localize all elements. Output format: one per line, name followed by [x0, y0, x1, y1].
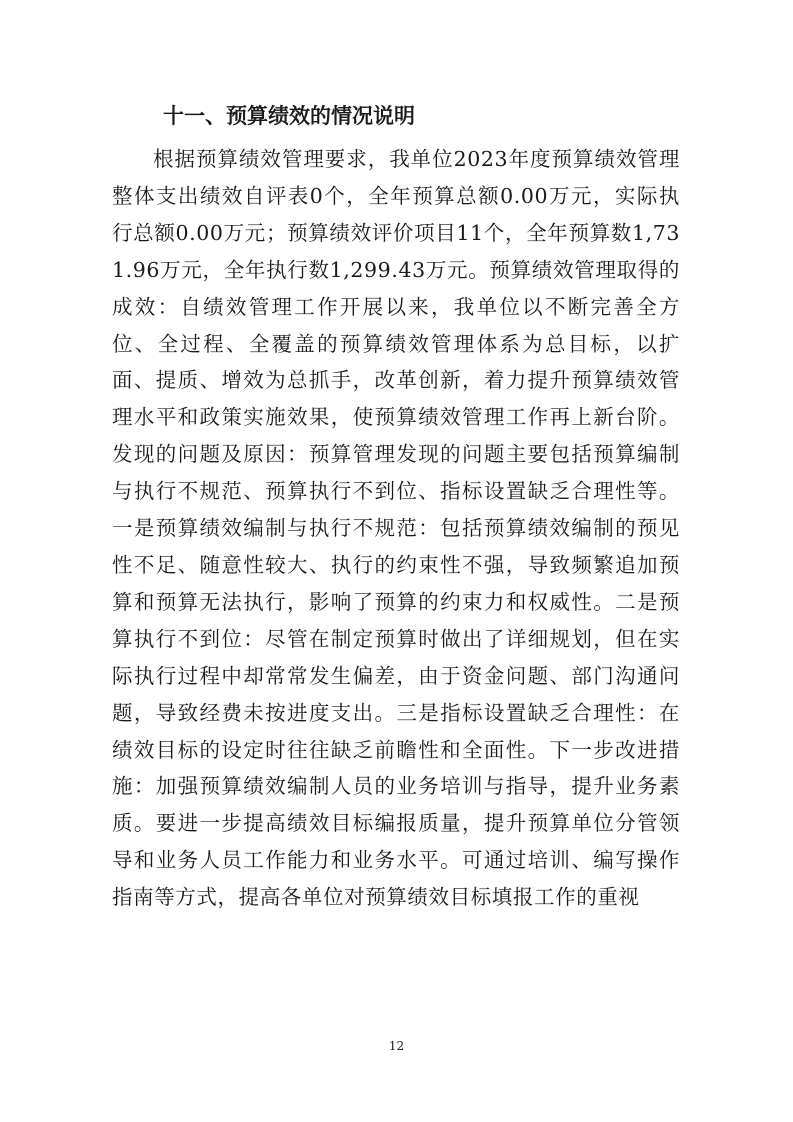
page-number: 12: [388, 1039, 405, 1053]
section-heading: 十一、预算绩效的情况说明: [163, 104, 415, 128]
body-paragraph: 根据预算绩效管理要求，我单位2023年度预算绩效管理整体支出绩效自评表0个，全年预算总额0.00万元，实际执行总额0.00万元；预算绩效评价项目11个，全年预算数1,731.96万元，全年执行数1,299.43万元。预算绩效管理取得的成效：自绩效管理工作开展以来，我单位以不断完善全方位、全过程、全覆盖的预算绩效管理体系为总目标，以扩面、提质、增效为总抓手，改革创新，着力提升预算绩效管理水平和政策实施效果，使预算绩效管理工作再上新台阶。发现的问题及原因：预算管理发现的问题主要包括预算编制与执行不规范、预算执行不到位、指标设置缺乏合理性等。一是预算绩效编制与执行不规范：包括预算绩效编制的预见性不足、随意性较大、执行的约束性不强，导致频繁追加预算和预算无法执行，影响了预算的约束力和权威性。二是预算执行不到位：尽管在制定预算时做出了详细规划，但在实际执行过程中却常常发生偏差，由于资金问题、部门沟通问题，导致经费未按进度支出。三是指标设置缺乏合理性：在绩效目标的设定时往往缺乏前瞻性和全面性。下一步改进措施：加强预算绩效编制人员的业务培训与指导，提升业务素质。要进一步提高绩效目标编报质量，提升预算单位分管领导和业务人员工作能力和业务水平。可通过培训、编写操作指南等方式，提高各单位对预算绩效目标填报工作的重视: [112, 147, 680, 910]
